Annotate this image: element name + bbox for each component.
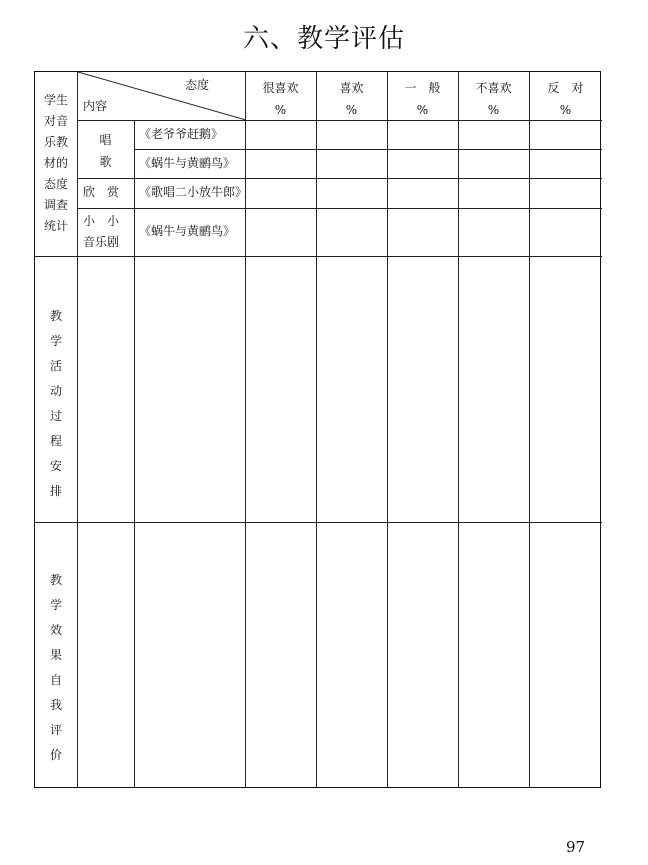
item-appreciation-1: 《歌唱二小放牛郎》	[139, 185, 248, 199]
label-line: 调查	[43, 198, 68, 212]
category-singing	[77, 129, 134, 173]
category-label-line: 唱	[99, 133, 112, 147]
label-char: 价	[49, 748, 62, 762]
divider	[77, 208, 602, 209]
label-char: 教	[49, 573, 62, 587]
label-char: 评	[49, 723, 62, 737]
category-musical	[83, 211, 119, 253]
column-header-very-like	[245, 77, 316, 121]
label-char: 效	[49, 623, 62, 637]
label-char: 安	[49, 459, 62, 473]
column-unit: %	[345, 103, 358, 117]
label-line: 乐教	[43, 135, 68, 149]
column-label: 很喜欢	[262, 81, 299, 95]
label-char: 自	[49, 673, 62, 687]
column-label: 不喜欢	[475, 81, 512, 95]
label-char: 教	[49, 309, 62, 323]
divider	[35, 256, 602, 257]
page-title: 六、教学评估	[242, 24, 405, 54]
category-label-line: 音乐剧	[83, 235, 120, 249]
column-header-dislike	[458, 77, 529, 121]
column-header-neutral	[387, 77, 458, 121]
column-label: 一 般	[404, 81, 441, 95]
label-char: 学	[49, 334, 62, 348]
label-line: 材的	[43, 156, 68, 170]
label-char: 果	[49, 648, 62, 662]
label-line: 对音	[43, 114, 68, 128]
page-number: 97	[566, 838, 586, 856]
column-header-oppose	[529, 77, 602, 121]
header-attitude: 态度	[185, 78, 210, 92]
label-line: 学生	[43, 93, 68, 107]
section-self-evaluation-label	[35, 568, 77, 768]
label-char: 学	[49, 598, 62, 612]
label-line: 态度	[43, 177, 68, 191]
label-char: 程	[49, 434, 62, 448]
divider	[387, 72, 388, 788]
label-char: 动	[49, 384, 62, 398]
divider	[77, 72, 78, 788]
divider	[134, 149, 602, 150]
divider	[529, 72, 530, 788]
column-unit: %	[487, 103, 500, 117]
column-label: 反 对	[547, 81, 584, 95]
divider	[134, 120, 135, 788]
category-appreciation: 欣 赏	[83, 185, 120, 199]
category-label-line: 歌	[99, 155, 112, 169]
column-label: 喜欢	[339, 81, 364, 95]
divider	[245, 72, 246, 788]
column-unit: %	[559, 103, 572, 117]
divider	[77, 178, 602, 179]
label-char: 过	[49, 409, 62, 423]
item-musical-1: 《蜗牛与黄鹂鸟》	[139, 224, 236, 238]
item-song-1: 《老爷爷赶鹅》	[139, 127, 224, 141]
header-content: 内容	[83, 99, 108, 113]
divider	[316, 72, 317, 788]
column-unit: %	[416, 103, 429, 117]
item-song-2: 《蜗牛与黄鹂鸟》	[139, 156, 236, 170]
survey-row-label	[35, 90, 77, 237]
label-char: 活	[49, 359, 62, 373]
section-teaching-process-label	[35, 304, 77, 504]
label-line: 统计	[43, 219, 68, 233]
divider	[458, 72, 459, 788]
evaluation-table	[34, 71, 601, 788]
category-label-line: 小 小	[83, 214, 120, 228]
label-char: 我	[49, 698, 62, 712]
column-header-like	[316, 77, 387, 121]
column-unit: %	[274, 103, 287, 117]
divider	[35, 522, 602, 523]
label-char: 排	[49, 484, 62, 498]
